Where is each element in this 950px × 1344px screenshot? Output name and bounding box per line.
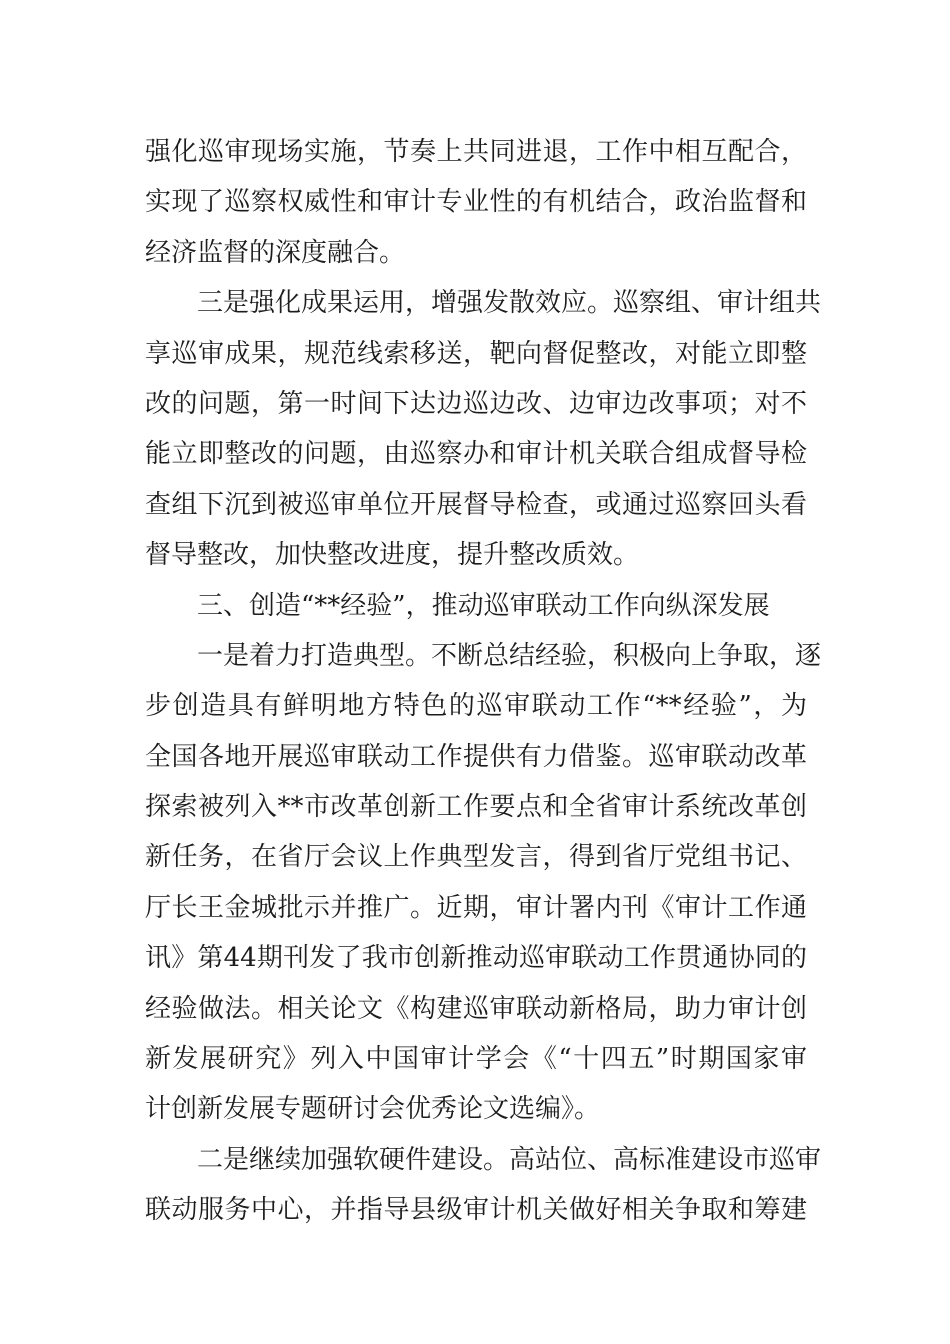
text-line: 三是强化成果运用，增强发散效应。巡察组、审计组共	[197, 288, 822, 319]
section-heading	[145, 581, 807, 631]
text-line: 强化巡审现场实施，节奏上共同进退，工作中相互配合，	[145, 137, 807, 167]
text-line: 新任务，在省厅会议上作典型发言，得到省厅党组书记、	[145, 842, 807, 873]
text-line: 查组下沉到被巡审单位开展督导检查，或通过巡察回头看	[145, 489, 807, 520]
text-line: 二是继续加强软硬件建设。高站位、高标准建设市巡审	[197, 1144, 822, 1175]
text-line: 探索被列入**市改革创新工作要点和全省审计系统改革创	[145, 792, 807, 823]
text-line: 计创新发展专题研讨会优秀论文选编》。	[145, 1094, 601, 1125]
text-line: 讯》第44期刊发了我市创新推动巡审联动工作贯通协同的	[145, 943, 807, 974]
paragraph-infrastructure	[145, 1135, 822, 1236]
text-line: 新发展研究》列入中国审计学会《“十四五”时期国家审	[145, 1044, 807, 1075]
body-text	[145, 127, 822, 1236]
heading-line: 三、创造“**经验”，推动巡审联动工作向纵深发展	[197, 590, 770, 621]
text-line: 能立即整改的问题，由巡察办和审计机关联合组成督导检	[145, 439, 807, 470]
text-line: 享巡审成果，规范线索移送，靶向督促整改，对能立即整	[145, 338, 807, 369]
paragraph-typical-cases	[145, 631, 822, 1135]
text-line: 厅长王金城批示并推广。近期，审计署内刊《审计工作通	[145, 892, 807, 923]
text-line: 联动服务中心，并指导县级审计机关做好相关争取和筹建	[145, 1195, 807, 1226]
text-line: 全国各地开展巡审联动工作提供有力借鉴。巡审联动改革	[145, 741, 807, 772]
text-line: 督导整改，加快整改进度，提升整改质效。	[145, 540, 640, 571]
text-line: 改的问题，第一时间下达边巡边改、边审边改事项；对不	[145, 388, 807, 419]
text-line: 经济监督的深度融合。	[145, 237, 406, 268]
paragraph-results-application	[145, 278, 822, 580]
text-line: 步创造具有鲜明地方特色的巡审联动工作“**经验”，为	[145, 691, 807, 722]
text-line: 实现了巡察权威性和审计专业性的有机结合，政治监督和	[145, 187, 807, 218]
paragraph-continuation	[145, 127, 807, 278]
text-line: 一是着力打造典型。不断总结经验，积极向上争取，逐	[197, 640, 822, 671]
text-line: 经验做法。相关论文《构建巡审联动新格局，助力审计创	[145, 993, 807, 1024]
